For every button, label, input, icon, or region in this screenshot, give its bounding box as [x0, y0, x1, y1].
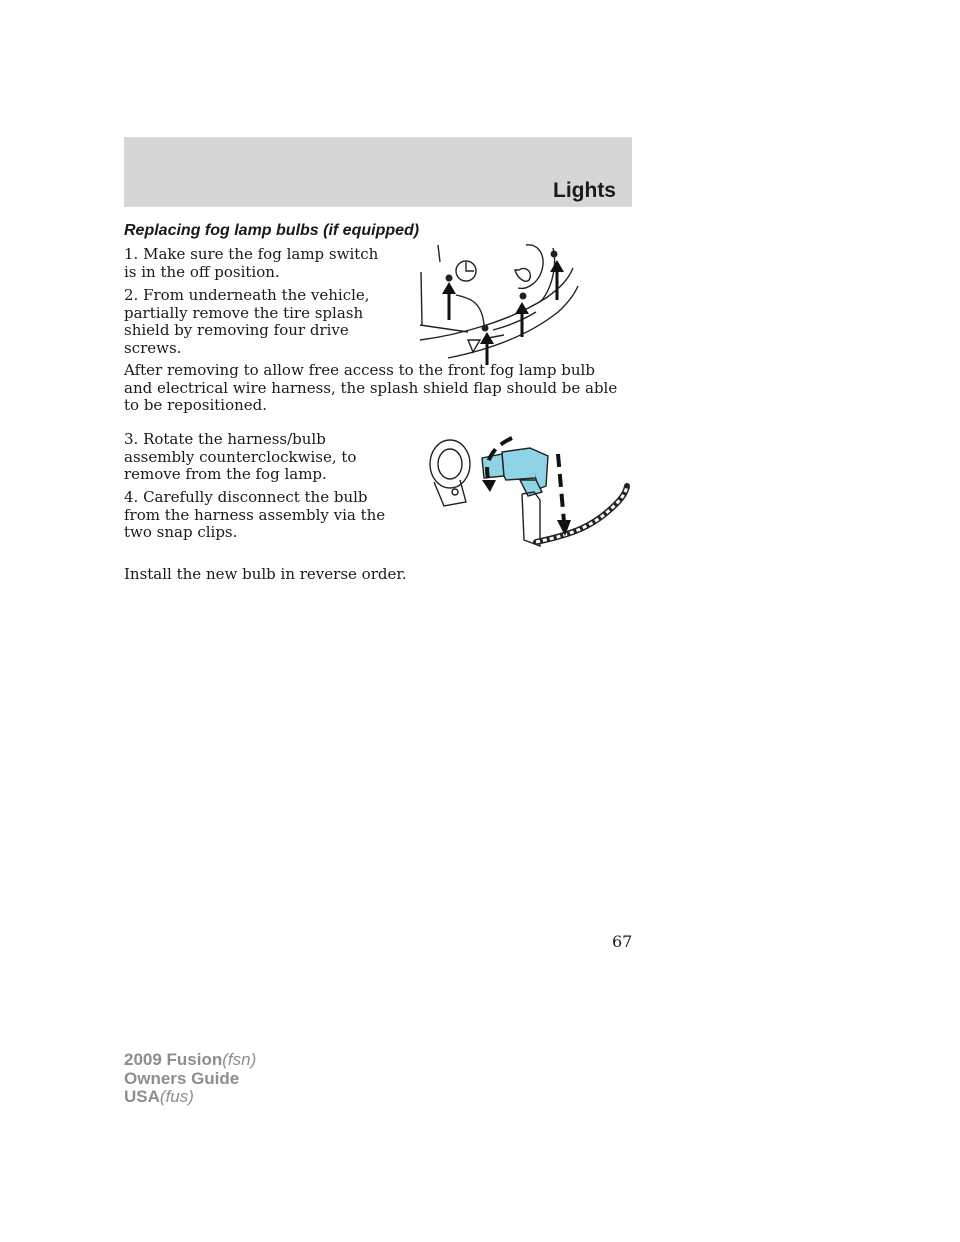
footer-line-3 [124, 1088, 256, 1107]
after-removing-text: After removing to allow free access to the front fog lamp bulb and electrical wire harness, the splash shield flap should be able to be repositioned. [124, 361, 618, 414]
section-title: Lights [553, 179, 616, 202]
bulb-harness-diagram [424, 434, 634, 554]
footer-market-code: (fus) [159, 1087, 194, 1106]
document-footer [124, 1051, 256, 1107]
splash-shield-diagram [418, 240, 583, 365]
install-text: Install the new bulb in reverse order. [124, 565, 407, 583]
step-1-text: 1. Make sure the fog lamp switch is in the off position. [124, 245, 379, 281]
page-number: 67 [612, 932, 633, 951]
step-4-text: 4. Carefully disconnect the bulb from the harness assembly via the two snap clips. [124, 488, 386, 541]
step-2-text: 2. From underneath the vehicle, partially remove the tire splash shield by removing four drive screws. [124, 286, 370, 357]
footer-line-1 [124, 1051, 256, 1070]
footer-model-code: (fsn) [222, 1050, 257, 1069]
footer-model: 2009 Fusion [124, 1050, 223, 1069]
procedure-heading: Replacing fog lamp bulbs (if equipped) [124, 222, 420, 239]
section-header-band [124, 137, 632, 207]
footer-guide-title: Owners Guide [124, 1068, 240, 1088]
footer-line-2 [124, 1070, 256, 1089]
footer-market: USA [124, 1087, 160, 1106]
step-3-text: 3. Rotate the harness/bulb assembly counterclockwise, to remove from the fog lamp. [124, 430, 357, 483]
